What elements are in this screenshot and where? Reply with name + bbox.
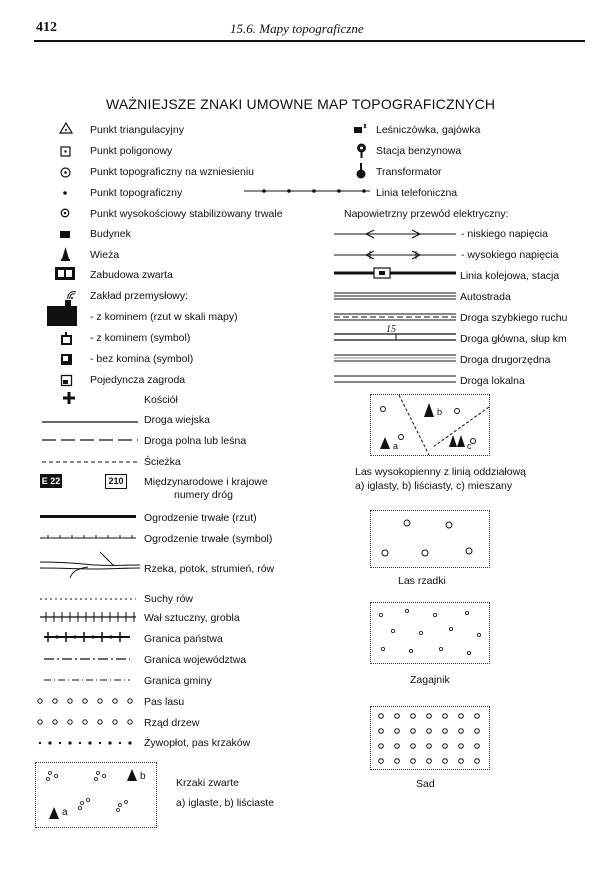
forest-strip-icon — [36, 697, 136, 705]
legend-label: Punkt topograficzny na wzniesieniu — [90, 166, 255, 178]
legend-label: - niskiego napięcia — [461, 228, 548, 240]
legend-label: Droga główna, słup km — [460, 333, 567, 345]
tree-row-icon — [36, 718, 136, 726]
fence-symbol-icon — [40, 534, 136, 542]
railway-icon — [334, 268, 456, 278]
legend-label: Suchy rów — [144, 593, 194, 605]
legend-label: Leśniczówka, gajówka — [376, 124, 481, 136]
legend-label: a) iglasty, b) liściasty, c) mieszany — [355, 480, 513, 492]
expressway-icon — [334, 313, 456, 321]
forest-mark-a: a — [393, 441, 399, 451]
factory-chimney-icon — [61, 332, 73, 345]
factory-icon — [66, 290, 78, 300]
hedge-icon — [36, 740, 136, 746]
legend-label: Granica województwa — [144, 654, 247, 666]
legend-label: Wał sztuczny, grobla — [144, 612, 240, 624]
fence-solid-icon — [40, 514, 136, 520]
legend-label: Rzeka, potok, strumień, rów — [144, 563, 275, 575]
legend-label: Ogrodzenie trwałe (rzut) — [144, 512, 257, 524]
young-forest-box — [370, 602, 490, 664]
embankment-icon — [40, 612, 136, 622]
forest-box — [370, 394, 490, 456]
local-road-icon — [334, 375, 456, 383]
sparse-forest-marks — [371, 511, 489, 567]
dry-ditch-icon — [40, 597, 136, 601]
legend-label: Granica państwa — [144, 633, 223, 645]
legend-label: Transformator — [376, 166, 442, 178]
river-icon — [40, 552, 140, 578]
phone-line-icon — [244, 186, 370, 196]
motorway-icon — [334, 292, 456, 300]
road-number-national — [105, 474, 127, 489]
legend-label: - bez komina (symbol) — [90, 353, 194, 365]
legend-label: Zabudowa zwarta — [90, 269, 173, 281]
legend-label: Punkt triangulacyjny — [90, 124, 184, 136]
legend-label: Zakład przemysłowy: — [90, 290, 189, 302]
km-post-number: 15 — [386, 324, 396, 335]
forest-mark-b: b — [437, 407, 443, 417]
legend-label: Stacja benzynowa — [376, 145, 462, 157]
sparse-forest-box — [370, 510, 490, 568]
circle-dot-icon — [60, 167, 71, 178]
field-road-icon — [42, 438, 138, 442]
power-low-icon — [334, 230, 456, 238]
forest-mark-c: c — [467, 441, 472, 451]
church-icon — [63, 392, 75, 404]
shrub-mark-a: a — [62, 807, 68, 818]
legend-label: Granica gminy — [144, 675, 212, 687]
legend-label: Zagajnik — [410, 674, 450, 686]
legend-label: Droga szybkiego ruchu — [460, 312, 568, 324]
legend-label: Budynek — [90, 228, 131, 240]
legend-label: numery dróg — [174, 489, 233, 501]
legend-label: Wieża — [90, 249, 120, 261]
commune-border-icon — [44, 677, 130, 683]
legend-label: Punkt poligonowy — [90, 145, 173, 157]
legend-label: Ścieżka — [144, 456, 181, 468]
road-number-international — [40, 474, 62, 488]
road-number-natl-text: 210 — [108, 476, 124, 486]
main-road-icon — [334, 333, 456, 341]
tower-icon — [61, 247, 70, 261]
building-icon — [60, 231, 70, 238]
dense-buildings-icon — [55, 267, 75, 280]
orchard-box — [370, 706, 490, 770]
secondary-road-icon — [334, 354, 456, 362]
power-high-icon — [334, 251, 456, 259]
voivodeship-border-icon — [44, 656, 130, 662]
factory-nochimney-icon — [61, 354, 72, 365]
legend-label: Droga wiejska — [144, 414, 210, 426]
shrub-marks — [36, 763, 156, 827]
legend-label: Krzaki zwarte — [176, 777, 240, 789]
legend-label: - wysokiego napięcia — [461, 249, 559, 261]
legend-label: Punkt topograficzny — [90, 187, 183, 199]
legend-label: - z kominem (symbol) — [90, 332, 191, 344]
legend-label: Międzynarodowe i krajowe — [144, 476, 268, 488]
transformer-icon — [355, 163, 367, 179]
factory-chimney-large-icon — [47, 300, 77, 326]
shrubs-box — [35, 762, 157, 828]
square-dot-icon — [60, 146, 71, 157]
legend-label: Pojedyncza zagroda — [90, 374, 186, 386]
state-border-icon — [44, 632, 130, 642]
orchard-marks — [371, 707, 489, 769]
legend-label: Sad — [416, 778, 435, 790]
village-road-icon — [42, 420, 138, 424]
header-rule — [34, 40, 585, 42]
path-icon — [42, 460, 138, 464]
legend-label: Rząd drzew — [144, 717, 200, 729]
gas-station-icon — [356, 143, 367, 159]
legend-label: - z kominem (rzut w skali mapy) — [90, 311, 238, 323]
legend-label: Droga polna lub leśna — [144, 435, 247, 447]
shrub-mark-b: b — [140, 771, 146, 782]
legend-label: Las wysokopienny z linią oddziałową — [355, 466, 527, 478]
forester-icon — [354, 124, 368, 134]
legend-label: Droga lokalna — [460, 375, 525, 387]
legend-label: Autostrada — [460, 291, 511, 303]
road-number-intl-text: E 22 — [41, 476, 61, 486]
legend-label: Las rzadki — [398, 575, 446, 587]
legend-label: Kościół — [144, 394, 178, 406]
section-title: 15.6. Mapy topograficzne — [230, 21, 364, 36]
legend-label: a) iglaste, b) liściaste — [176, 797, 275, 809]
legend-label: Pas lasu — [144, 696, 185, 708]
legend-title: WAŻNIEJSZE ZNAKI UMOWNE MAP TOPOGRAFICZNYCH — [106, 96, 496, 112]
legend-label: Punkt wysokościowy stabilizowany trwale — [90, 208, 283, 220]
legend-label: Linia telefoniczna — [376, 187, 458, 199]
power-header: Napowietrzny przewód elektryczny: — [344, 208, 509, 220]
legend-label: Droga drugorzędna — [460, 354, 551, 366]
page-number: 412 — [36, 20, 57, 35]
farm-icon — [61, 375, 72, 386]
legend-label: Żywopłot, pas krzaków — [144, 737, 251, 749]
dot-icon — [62, 190, 68, 196]
young-forest-marks — [371, 603, 489, 663]
legend-label: Linia kolejowa, stacja — [460, 270, 560, 282]
legend-label: Ogrodzenie trwałe (symbol) — [144, 533, 273, 545]
target-icon — [60, 208, 70, 218]
triangle-icon — [59, 122, 73, 134]
